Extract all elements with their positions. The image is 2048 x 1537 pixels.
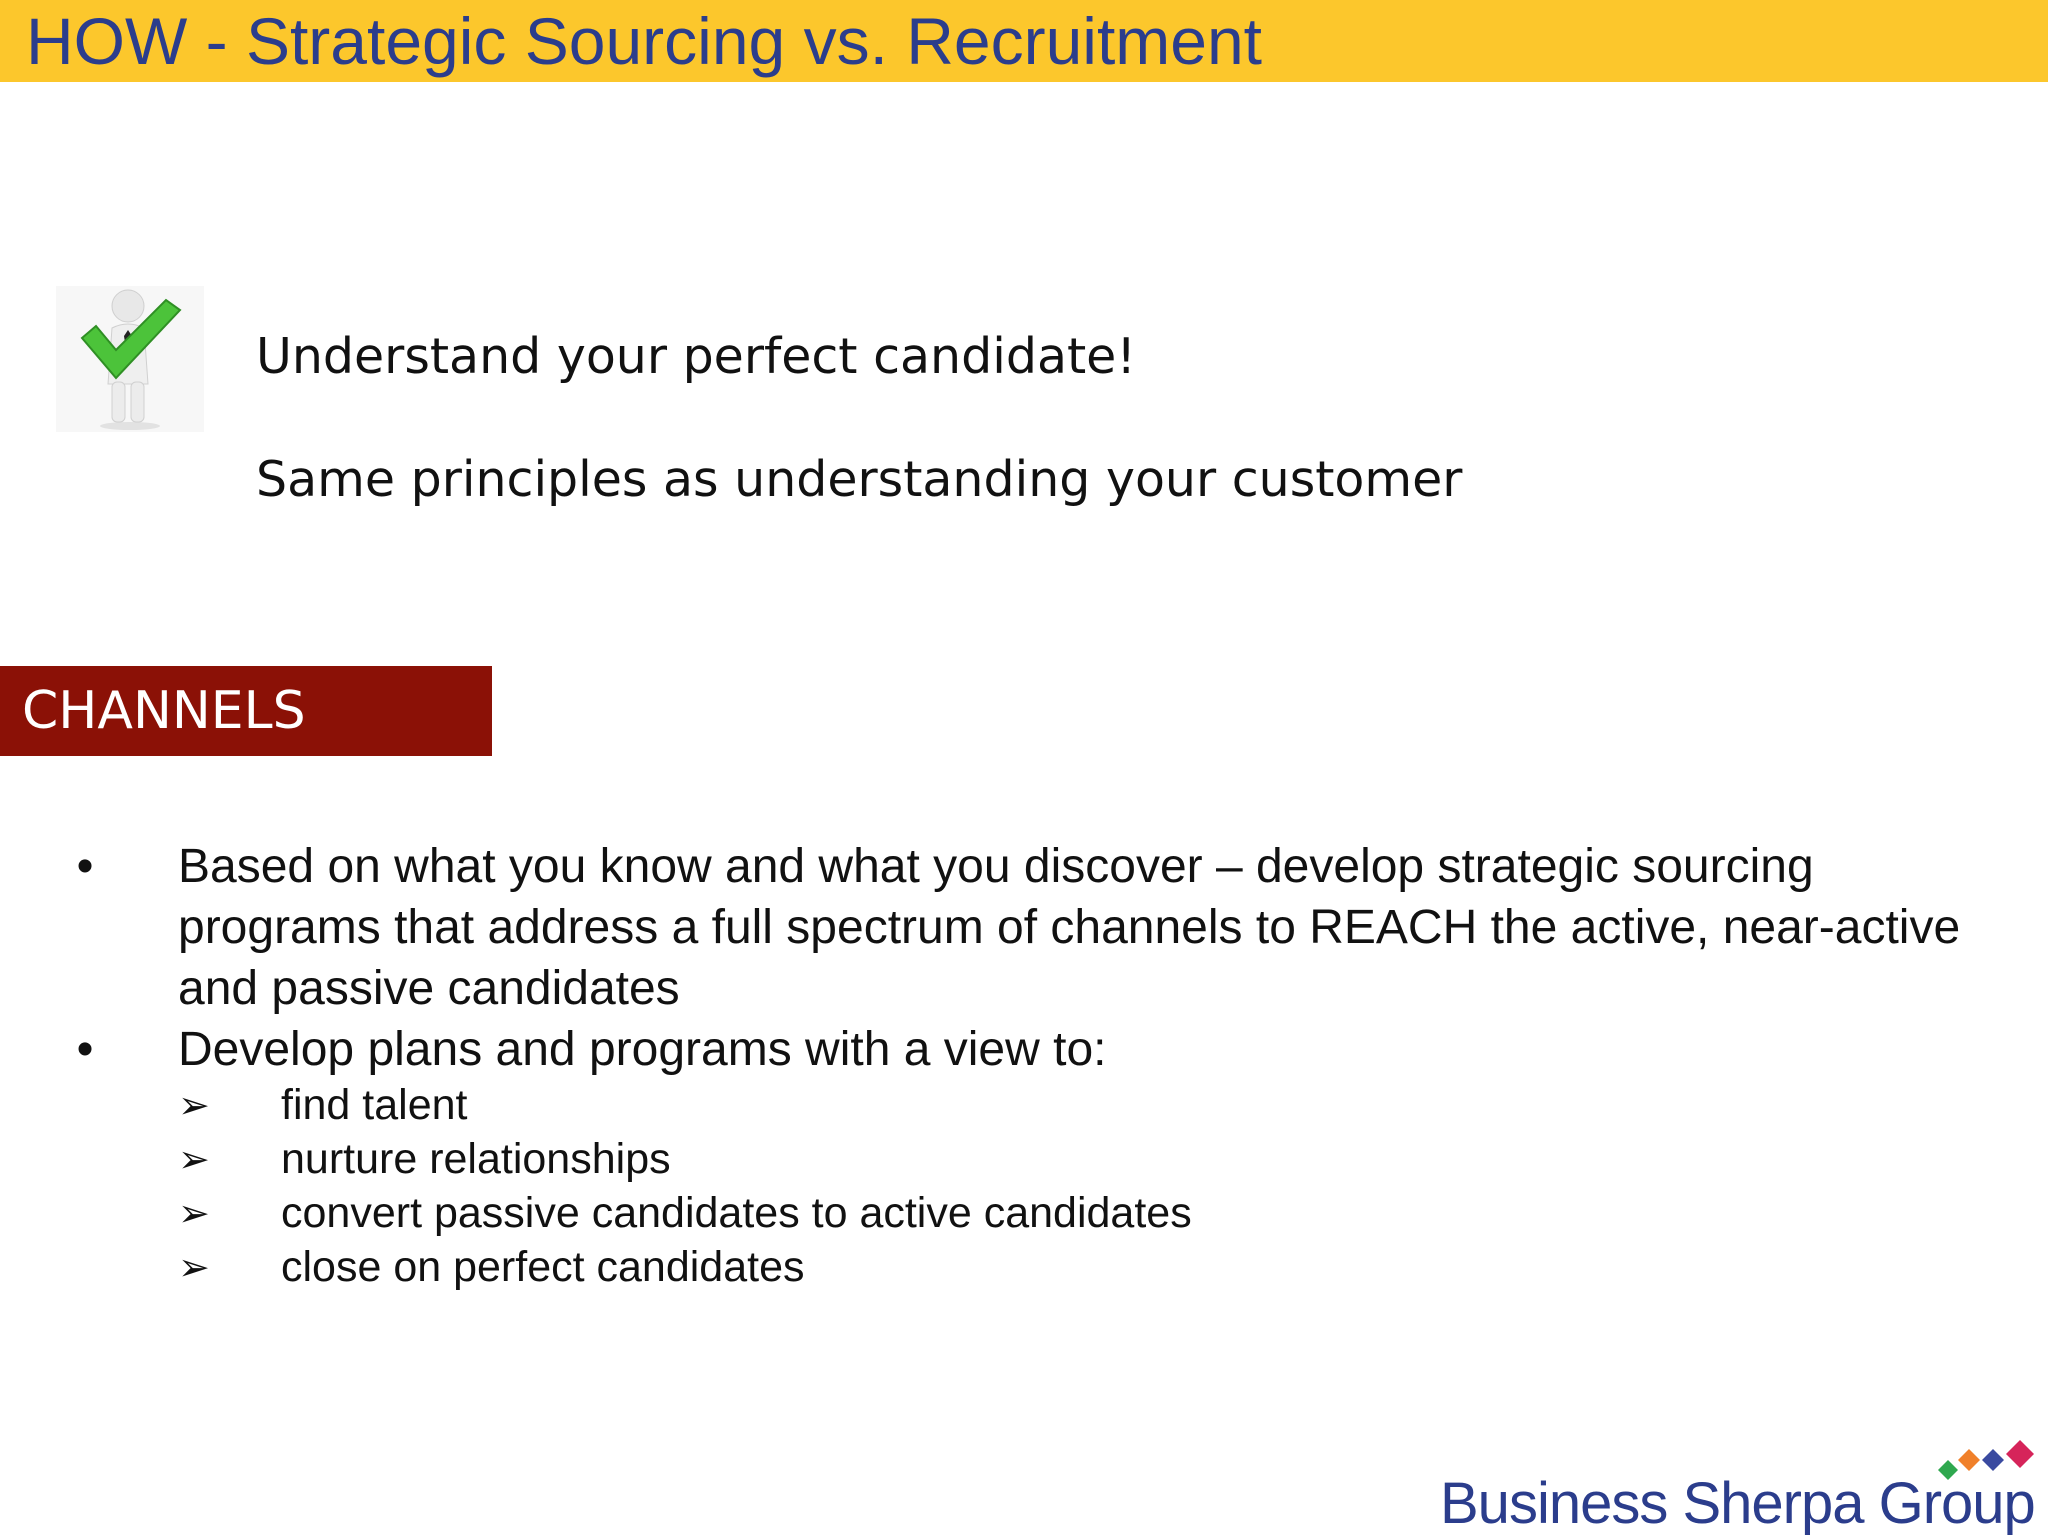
section-header (0, 666, 492, 756)
list-item (178, 1078, 1192, 1132)
arrow-bullet-icon: ➢ (178, 1245, 210, 1289)
list-item (70, 836, 1970, 1019)
arrow-bullet-icon: ➢ (178, 1137, 210, 1181)
sub-bullet-text: nurture relationships (281, 1135, 671, 1183)
sub-bullet-list (178, 1078, 1192, 1294)
list-item (178, 1240, 1192, 1294)
intro-line-1: Understand your perfect candidate! (256, 328, 1136, 385)
person-with-checkmark-icon (56, 286, 204, 432)
bullet-icon: • (76, 840, 94, 893)
list-item (70, 1019, 1970, 1080)
sub-bullet-text: close on perfect candidates (281, 1243, 805, 1291)
slide-title: HOW - Strategic Sourcing vs. Recruitment (26, 4, 1263, 78)
sub-bullet-text: find talent (281, 1081, 468, 1129)
bullet-icon: • (76, 1023, 94, 1076)
list-item (178, 1132, 1192, 1186)
intro-line-2: Same principles as understanding your customer (256, 451, 1463, 508)
list-item (178, 1186, 1192, 1240)
title-bar (0, 0, 2048, 82)
section-label: CHANNELS (22, 681, 306, 741)
bullet-list (70, 836, 1970, 1080)
sub-bullet-text: convert passive candidates to active candidates (281, 1189, 1192, 1237)
company-logo-text: Business Sherpa Group (1440, 1471, 2035, 1536)
arrow-bullet-icon: ➢ (178, 1191, 210, 1235)
arrow-bullet-icon: ➢ (178, 1083, 210, 1127)
bullet-text: Based on what you know and what you discover – develop strategic sourcing programs that address a full spectrum of channels to REACH the active, near-active and passive candidates (178, 840, 1961, 1015)
bullet-text: Develop plans and programs with a view to: (178, 1023, 1107, 1076)
